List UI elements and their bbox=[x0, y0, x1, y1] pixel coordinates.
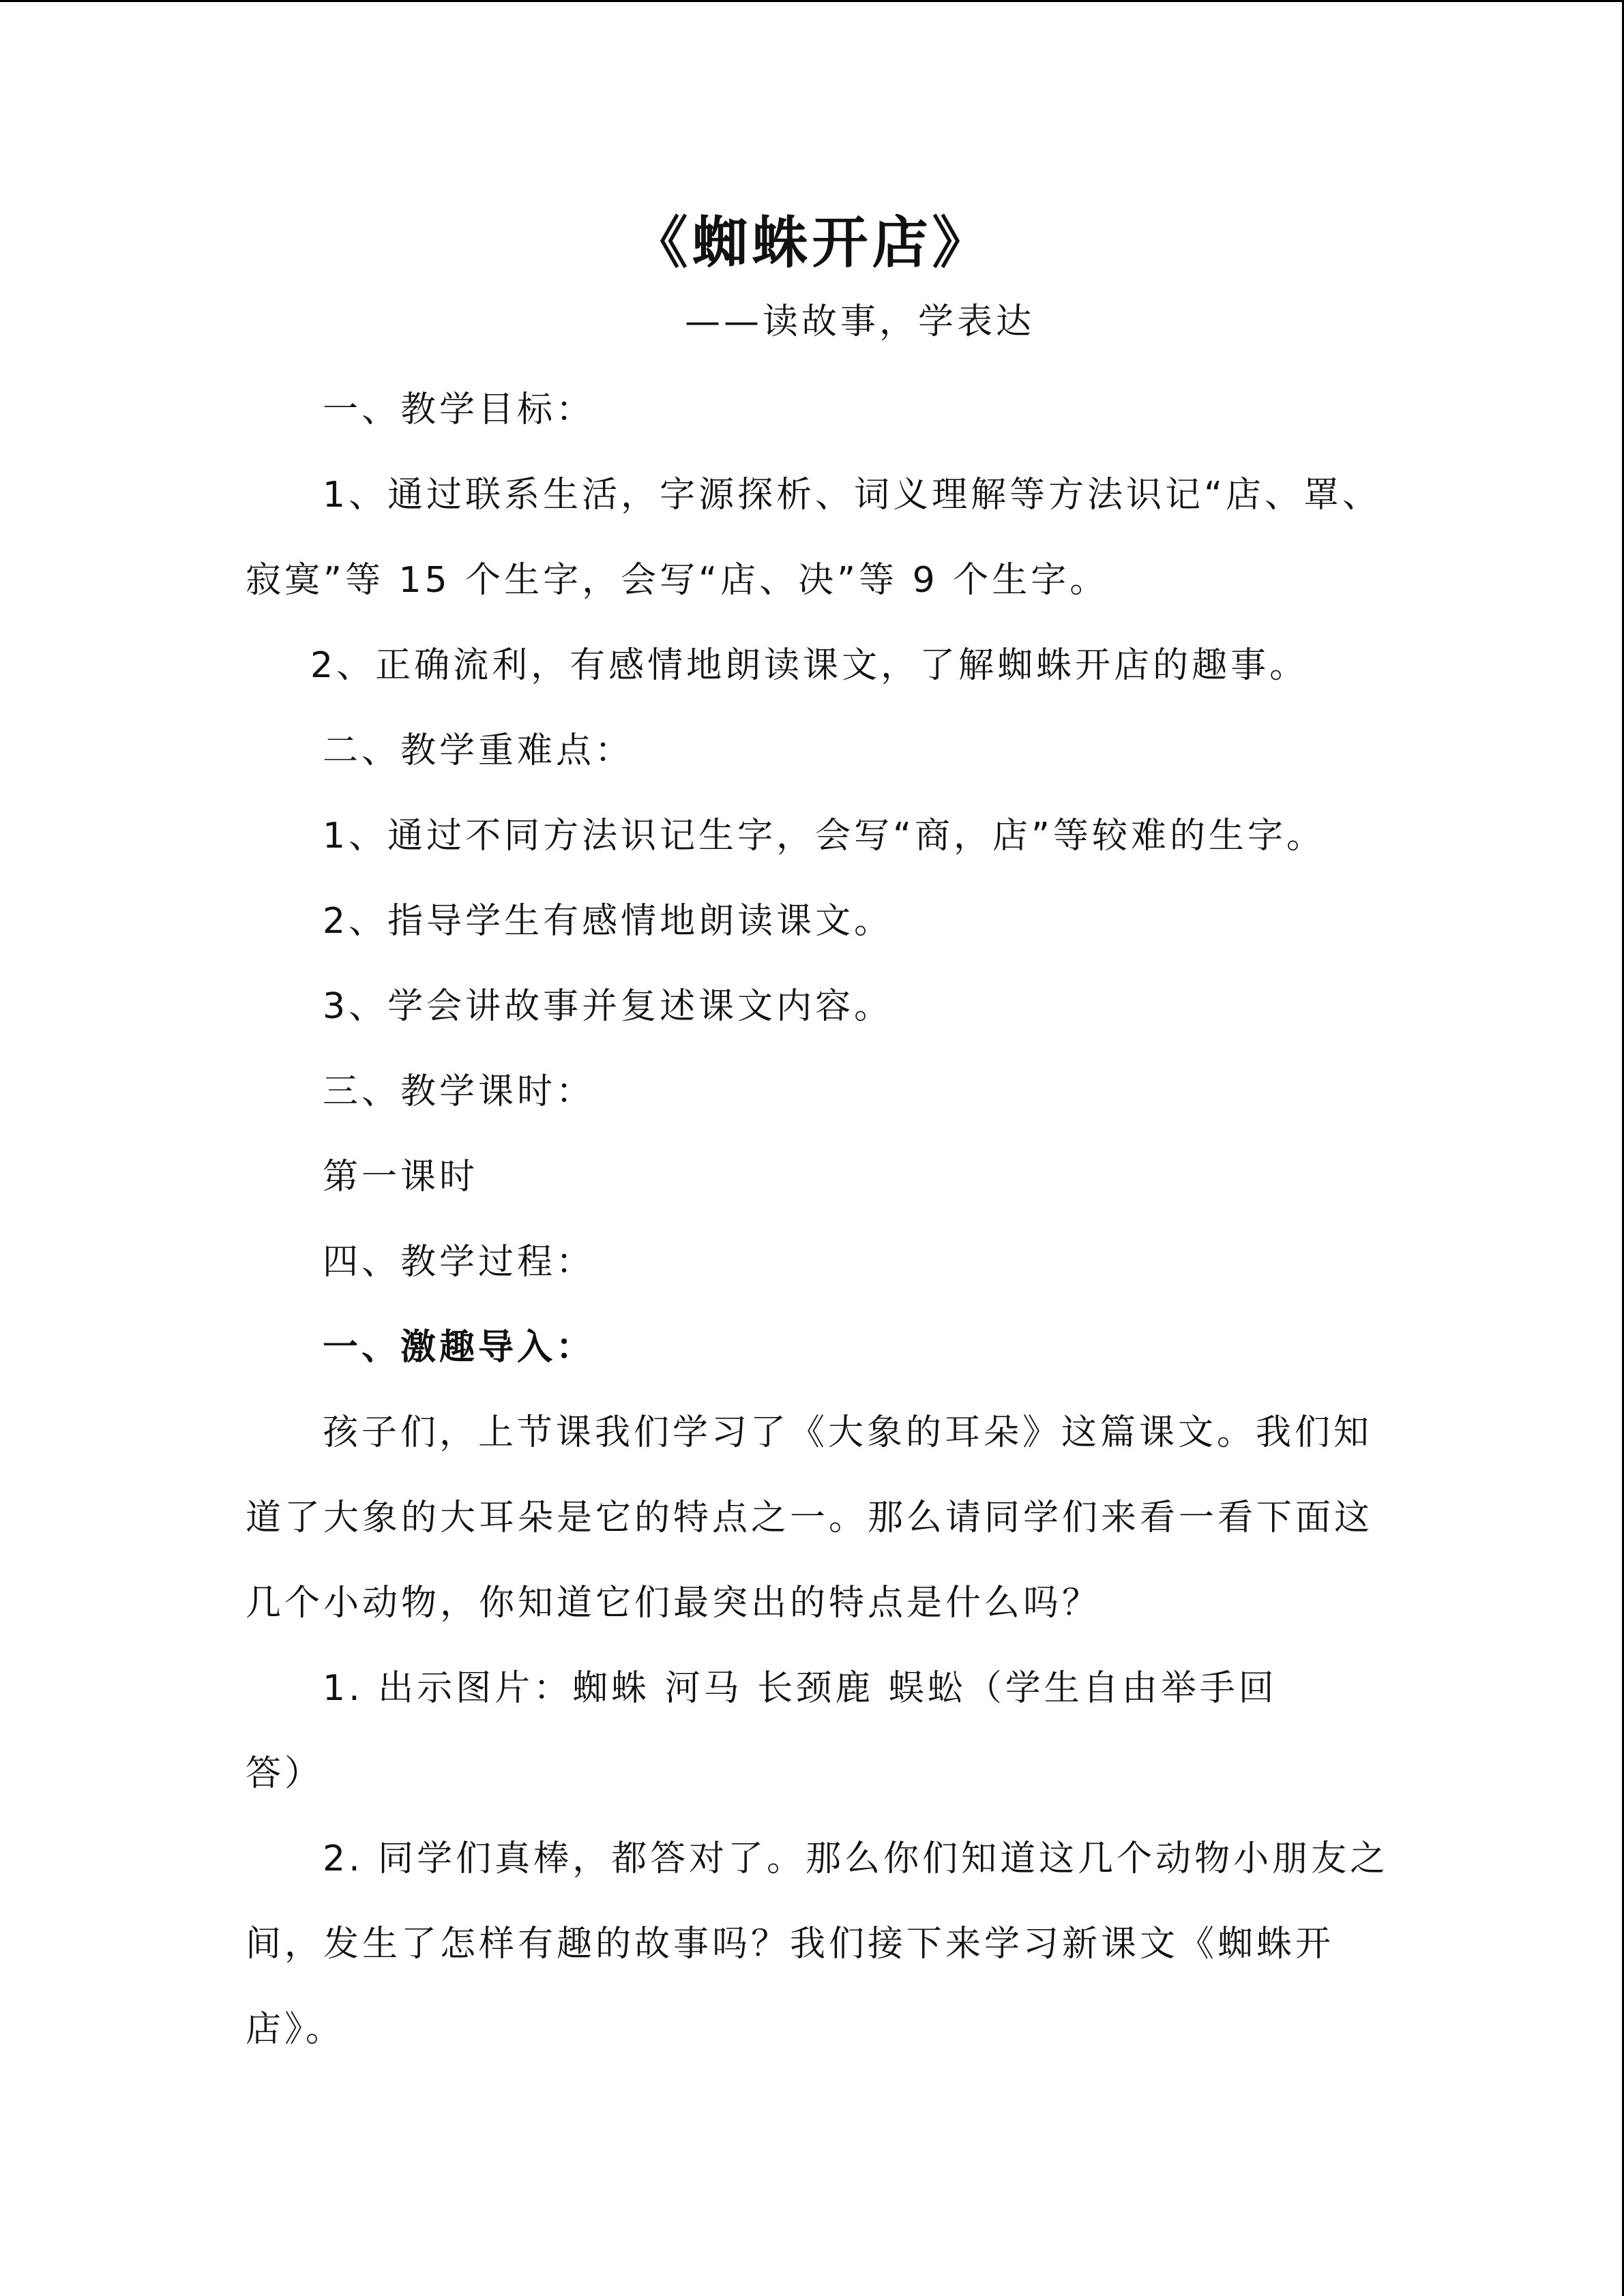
step-2-line-2: 间，发生了怎样有趣的故事吗？我们接下来学习新课文《蜘蛛开 bbox=[246, 1924, 1335, 1965]
section-heading-process: 四、教学过程： bbox=[323, 1242, 595, 1283]
key-point-item-3: 3、学会讲故事并复述课文内容。 bbox=[323, 986, 894, 1027]
document-title: 《蜘蛛开店》 bbox=[632, 211, 992, 275]
section-heading-key-points: 二、教学重难点： bbox=[323, 730, 634, 771]
objective-item-1-continued: 寂寞”等 15 个生字，会写“店、决”等 9 个生字。 bbox=[246, 560, 1109, 601]
step-1-continued: 答） bbox=[246, 1753, 324, 1794]
process-step-introduction: 一、激趣导入： bbox=[323, 1327, 595, 1368]
paragraph-intro-line-2: 道了大象的大耳朵是它的特点之一。那么请同学们来看一看下面这 bbox=[246, 1497, 1374, 1538]
key-point-item-1: 1、通过不同方法识记生字，会写“商，店”等较难的生字。 bbox=[323, 816, 1325, 856]
section-heading-class-hours: 三、教学课时： bbox=[323, 1071, 595, 1112]
step-2-line-1: 2. 同学们真棒，都答对了。那么你们知道这几个动物小朋友之 bbox=[323, 1838, 1389, 1879]
paragraph-intro-line-3: 几个小动物，你知道它们最突出的特点是什么吗？ bbox=[246, 1583, 1102, 1624]
document-subtitle: ——读故事，学表达 bbox=[684, 301, 1035, 342]
key-point-item-2: 2、指导学生有感情地朗读课文。 bbox=[323, 901, 894, 942]
objective-item-2: 2、正确流利，有感情地朗读课文，了解蜘蛛开店的趣事。 bbox=[310, 645, 1309, 686]
step-2-line-3: 店》。 bbox=[246, 2009, 345, 2050]
class-hour-first: 第一课时 bbox=[323, 1157, 479, 1197]
section-heading-objectives: 一、教学目标： bbox=[323, 389, 595, 430]
paragraph-intro-line-1: 孩子们，上节课我们学习了《大象的耳朵》这篇课文。我们知 bbox=[323, 1412, 1373, 1453]
step-1-show-pictures: 1. 出示图片：蜘蛛 河马 长颈鹿 蜈蚣（学生自由举手回 bbox=[323, 1668, 1278, 1709]
page-border-top bbox=[0, 0, 1624, 2]
objective-item-1: 1、通过联系生活，字源探析、词义理解等方法识记“店、罩、 bbox=[323, 475, 1382, 516]
